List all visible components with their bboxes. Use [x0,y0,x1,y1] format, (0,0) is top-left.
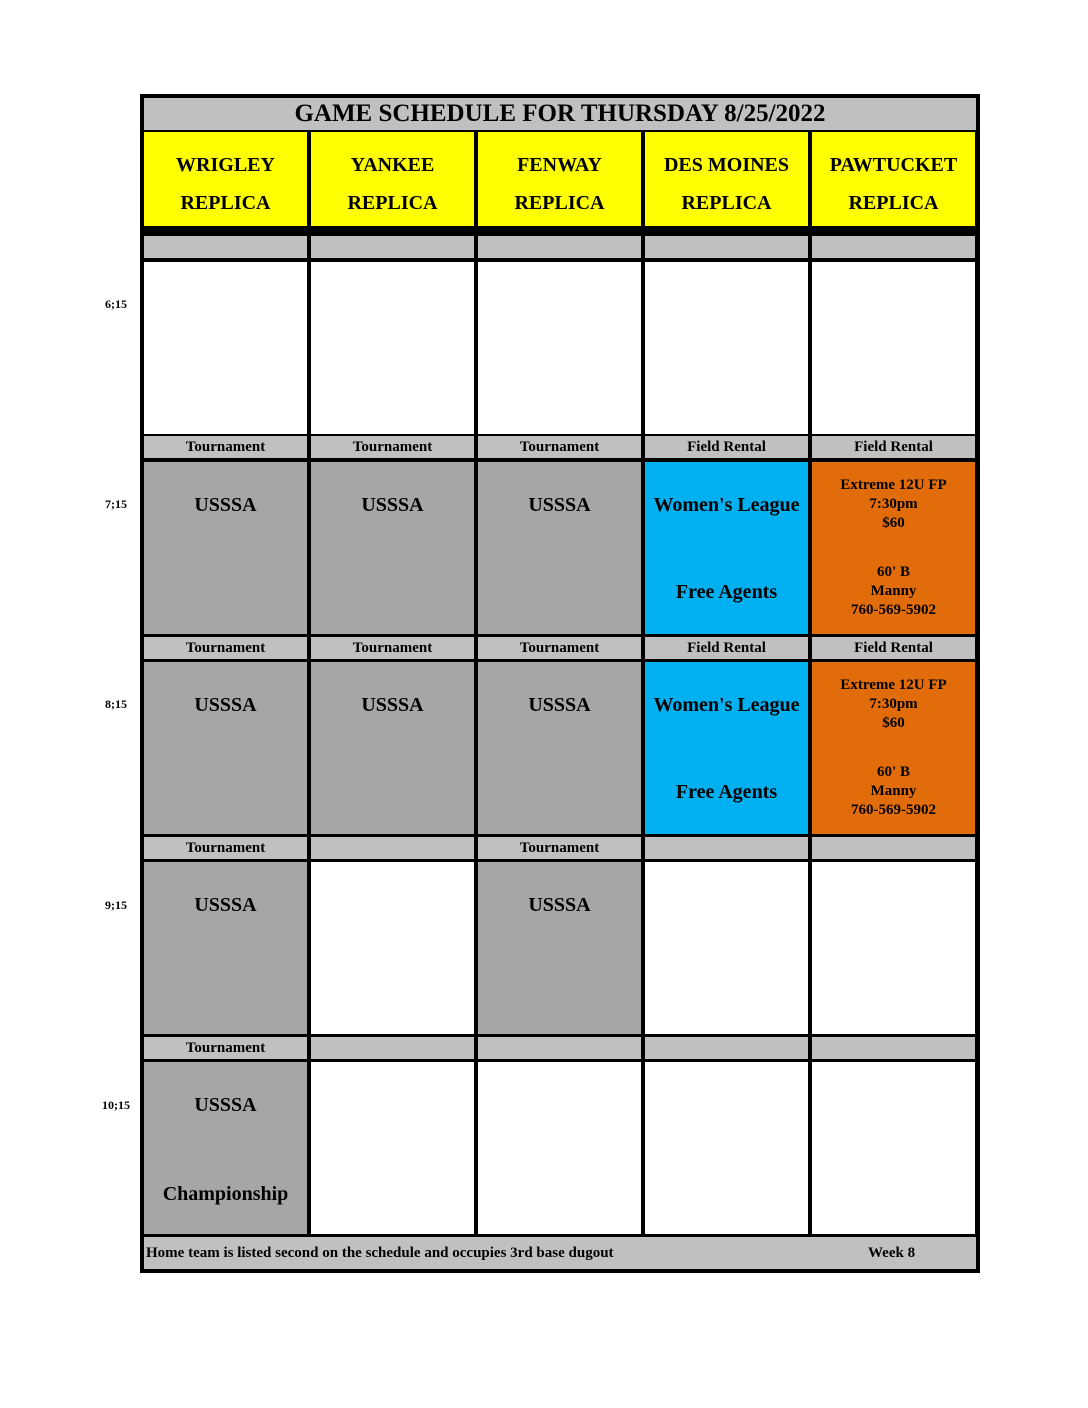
slot-label [311,1037,474,1059]
game-name: USSSA [194,494,257,516]
game-slot-empty [645,1062,808,1234]
slot-label: Tournament [144,1037,307,1059]
venue-name: WRIGLEY [176,154,275,176]
time-label: 6;15 [105,297,127,311]
game-slot-usssa-championship [144,1062,307,1234]
time-label: 10;15 [102,1098,130,1112]
slot-label [812,236,975,258]
game-name: USSSA [528,694,591,716]
game-slot-empty [311,862,474,1034]
venue-name: FENWAY [517,154,602,176]
contact-phone: 760-569-5902 [851,802,936,818]
game-slot-usssa [478,662,641,834]
game-name: USSSA [194,894,257,916]
venue-header-des-moines [645,132,808,226]
start-time: 7:30pm [869,696,918,712]
game-subtitle: Free Agents [675,581,778,603]
slot-label: Tournament [478,837,641,859]
schedule-title: GAME SCHEDULE FOR THURSDAY 8/25/2022 [144,98,976,130]
division: 60' B [877,564,910,580]
venue-type: REPLICA [848,192,939,214]
slot-label: Tournament [144,637,307,659]
slot-label: Field Rental [645,436,808,458]
contact-name: Manny [870,583,917,599]
game-name: USSSA [361,494,424,516]
venue-name: YANKEE [350,154,435,176]
slot-label: Tournament [311,637,474,659]
game-slot-empty [812,1062,975,1234]
schedule-table [140,94,980,1273]
game-slot-empty [645,862,808,1034]
game-slot-usssa [478,862,641,1034]
venue-header-yankee [311,132,474,226]
slot-label: Tournament [478,637,641,659]
game-slot-empty [812,262,975,434]
game-name: Women's League [653,694,800,716]
game-slot-usssa [144,862,307,1034]
slot-label: Field Rental [812,637,975,659]
time-label: 9;15 [105,898,127,912]
game-slot-empty [478,262,641,434]
game-name: Women's League [653,494,800,516]
slot-label [645,236,808,258]
slot-label: Tournament [311,436,474,458]
game-slot-empty [311,1062,474,1234]
game-slot-usssa [478,462,641,634]
contact-name: Manny [870,783,917,799]
game-slot-womens-league [645,462,808,634]
team-name: Extreme 12U FP [840,677,947,693]
schedule-footer [144,1237,976,1269]
week-label: Week 8 [868,1244,916,1261]
slot-label: Tournament [478,436,641,458]
venue-header-fenway [478,132,641,226]
game-name: USSSA [528,494,591,516]
slot-label [311,236,474,258]
game-slot-empty [144,262,307,434]
slot-label: Field Rental [645,637,808,659]
game-slot-usssa [144,462,307,634]
venue-name: DES MOINES [663,154,790,176]
slot-label [812,1037,975,1059]
game-slot-extreme-rental [812,462,975,634]
division: 60' B [877,764,910,780]
team-name: Extreme 12U FP [840,477,947,493]
game-slot-usssa [144,662,307,834]
slot-label [311,837,474,859]
venue-name: PAWTUCKET [829,154,958,176]
price: $60 [882,715,905,731]
game-slot-empty [645,262,808,434]
footer-note: Home team is listed second on the schedule and occupies 3rd base dugout [146,1244,614,1261]
game-subtitle: Free Agents [675,781,778,803]
game-slot-empty [311,262,474,434]
venue-header-pawtucket [812,132,975,226]
game-slot-usssa [311,662,474,834]
price: $60 [882,515,905,531]
game-name: USSSA [194,694,257,716]
contact-phone: 760-569-5902 [851,602,936,618]
venue-type: REPLICA [180,192,271,214]
slot-label [144,236,307,258]
slot-label [478,236,641,258]
game-subtitle: Championship [162,1183,289,1205]
start-time: 7:30pm [869,496,918,512]
slot-label [478,1037,641,1059]
venue-type: REPLICA [514,192,605,214]
time-label: 8;15 [105,697,127,711]
game-name: USSSA [194,1094,257,1116]
game-slot-empty [478,1062,641,1234]
slot-label [645,1037,808,1059]
slot-label [812,837,975,859]
slot-label: Tournament [144,837,307,859]
venue-header-wrigley [144,132,307,226]
slot-label: Field Rental [812,436,975,458]
slot-label [645,837,808,859]
game-slot-usssa [311,462,474,634]
game-slot-womens-league [645,662,808,834]
game-slot-empty [812,862,975,1034]
game-slot-extreme-rental [812,662,975,834]
game-name: USSSA [361,694,424,716]
game-name: USSSA [528,894,591,916]
slot-label: Tournament [144,436,307,458]
time-label: 7;15 [105,497,127,511]
venue-type: REPLICA [347,192,438,214]
venue-type: REPLICA [681,192,772,214]
